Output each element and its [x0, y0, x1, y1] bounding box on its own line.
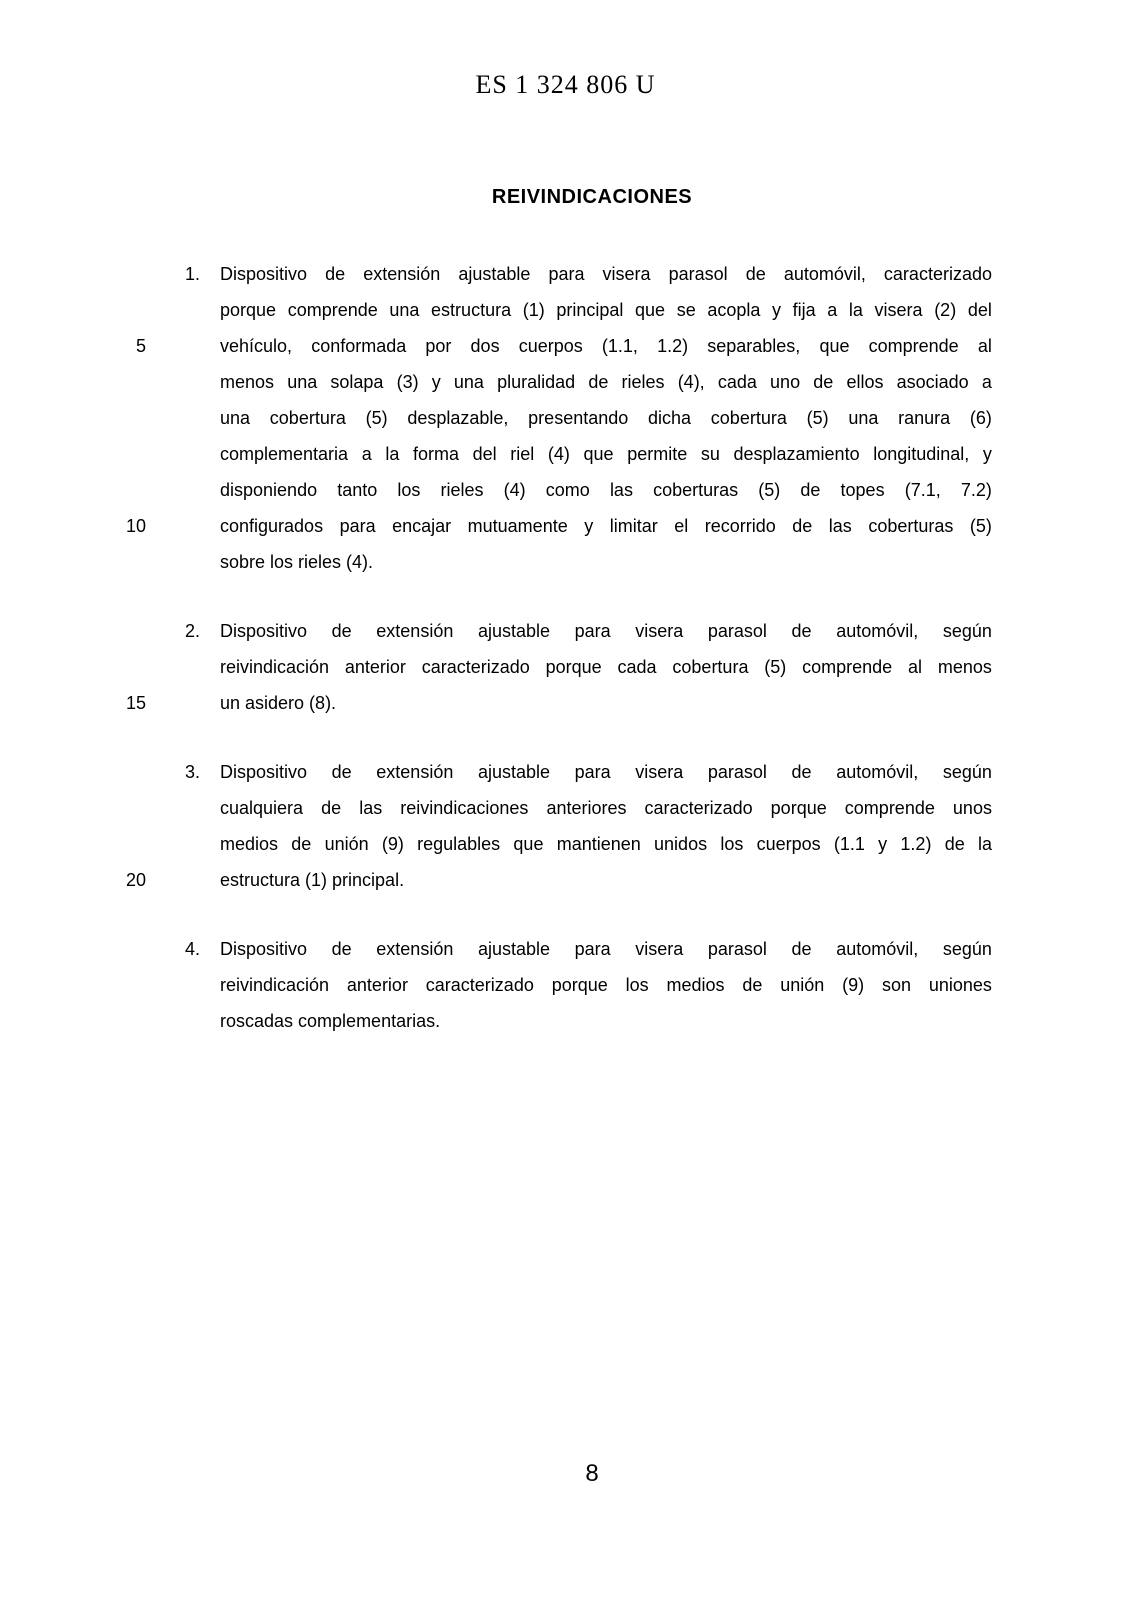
word: regulables [417, 834, 501, 854]
claim-number: 4. [185, 939, 201, 959]
word: y [431, 372, 441, 392]
word: extensión [376, 762, 454, 782]
word: de [588, 372, 609, 392]
word: parasol [707, 621, 767, 641]
word: de [291, 834, 312, 854]
word: según [942, 621, 992, 641]
word: de [325, 264, 346, 284]
word: para [548, 264, 585, 284]
claim-number: 3. [185, 762, 201, 782]
word: de [331, 762, 352, 782]
word: coberturas [868, 516, 954, 536]
word: acopla [707, 300, 761, 320]
claim-1 [125, 256, 992, 580]
word: del [967, 300, 992, 320]
word: que [819, 336, 850, 356]
word: reivindicación [220, 975, 330, 995]
margin-line-number: 5 [135, 336, 146, 356]
word: cuerpos [756, 834, 821, 854]
word: 1.2) [900, 834, 932, 854]
word: (2) [934, 300, 957, 320]
line-text: sobre los rieles (4). [220, 552, 374, 572]
word: reivindicaciones [400, 798, 529, 818]
claim-1-line-7 [220, 472, 992, 508]
word: cobertura [710, 408, 787, 428]
claim-2-line-2 [220, 649, 992, 685]
word: de [331, 939, 352, 959]
word: anteriores [546, 798, 627, 818]
word: solapa [330, 372, 384, 392]
word: (5) [806, 408, 829, 428]
claim-1-line-1 [185, 256, 992, 292]
word: los [397, 480, 421, 500]
word: reivindicación [220, 657, 330, 677]
line-text: un asidero (8). [220, 693, 337, 713]
word: comprende [287, 300, 378, 320]
word: rieles [440, 480, 484, 500]
word: una [287, 372, 318, 392]
word: mantienen [556, 834, 641, 854]
word: del [472, 444, 497, 464]
claim-2 [125, 613, 992, 721]
word: por [425, 336, 452, 356]
word: 7.2) [960, 480, 992, 500]
word: dos [470, 336, 500, 356]
word: porque [551, 975, 608, 995]
claim-1-line-9 [220, 544, 992, 580]
word: limitar [609, 516, 658, 536]
claim-1-line-4 [220, 364, 992, 400]
word: conformada [311, 336, 407, 356]
word: parasol [668, 264, 728, 284]
word: (7.1, [904, 480, 941, 500]
word: cobertura [672, 657, 749, 677]
word: riel [510, 444, 535, 464]
word: comprende [802, 657, 893, 677]
claim-3 [125, 754, 992, 898]
word: dicha [648, 408, 692, 428]
claim-number: 1. [185, 264, 201, 284]
word: unos [952, 798, 992, 818]
word: cualquiera [220, 798, 304, 818]
word: las [359, 798, 383, 818]
word: uno [770, 372, 801, 392]
word: cuerpos [518, 336, 583, 356]
word: (3) [396, 372, 419, 392]
word: que [513, 834, 544, 854]
word: ajustable [458, 264, 531, 284]
word: extensión [376, 621, 454, 641]
word: longitudinal, [873, 444, 970, 464]
patent-number-header: ES 1 324 806 U [475, 70, 656, 99]
claim-4-line-1 [185, 931, 992, 967]
word: (5) [365, 408, 388, 428]
word: una [389, 300, 420, 320]
word: la [977, 834, 992, 854]
word: automóvil, [783, 264, 866, 284]
word: anterior [346, 975, 408, 995]
word: Dispositivo [220, 939, 308, 959]
word: caracterizado [421, 657, 530, 677]
claim-4 [185, 931, 992, 1039]
word: el [674, 516, 689, 536]
word: de [321, 798, 342, 818]
word: las [828, 516, 852, 536]
word: porque [545, 657, 602, 677]
claim-1-line-8 [125, 508, 992, 544]
word: y [772, 300, 781, 320]
word: unión [780, 975, 825, 995]
word: ellos [846, 372, 884, 392]
word: como [545, 480, 590, 500]
word: se [676, 300, 696, 320]
margin-line-number: 15 [125, 693, 146, 713]
claim-3-line-2 [220, 790, 992, 826]
word: forma [412, 444, 459, 464]
word: unión [324, 834, 369, 854]
claim-1-line-6 [220, 436, 992, 472]
word: que [635, 300, 666, 320]
word: la [848, 300, 863, 320]
word: anterior [344, 657, 406, 677]
word: visera [635, 762, 684, 782]
word: (4), [677, 372, 705, 392]
word: su [700, 444, 720, 464]
word: separables, [707, 336, 801, 356]
word: cada [717, 372, 757, 392]
word: complementaria [220, 444, 349, 464]
word: a [981, 372, 992, 392]
word: caracterizado [883, 264, 992, 284]
word: menos [937, 657, 992, 677]
word: configurados [220, 516, 324, 536]
word: medios [666, 975, 725, 995]
word: los [625, 975, 649, 995]
claim-2-line-1 [185, 613, 992, 649]
word: visera [635, 939, 684, 959]
word: fija [792, 300, 816, 320]
word: menos [220, 372, 275, 392]
claim-4-line-3 [220, 1003, 992, 1039]
word: y [982, 444, 992, 464]
claim-3-line-4 [125, 862, 992, 898]
word: vehículo, [220, 336, 293, 356]
word: ajustable [477, 939, 551, 959]
claim-3-line-1 [185, 754, 992, 790]
margin-line-number: 10 [125, 516, 146, 536]
word: que [583, 444, 614, 464]
word: pluralidad [497, 372, 576, 392]
word: y [584, 516, 594, 536]
word: topes [840, 480, 885, 500]
word: de [800, 480, 821, 500]
word: unidos [654, 834, 708, 854]
word: cada [617, 657, 657, 677]
word: los [720, 834, 744, 854]
word: (1.1, [601, 336, 638, 356]
line-text: roscadas complementarias. [220, 1011, 441, 1031]
claim-1-line-3 [135, 328, 992, 364]
word: porque [770, 798, 827, 818]
word: las [609, 480, 633, 500]
word: de [813, 372, 834, 392]
word: Dispositivo [220, 621, 308, 641]
word: de [791, 621, 812, 641]
claim-2-line-3 [125, 685, 992, 721]
word: de [331, 621, 352, 641]
word: parasol [707, 762, 767, 782]
word: tanto [337, 480, 378, 500]
word: al [977, 336, 992, 356]
word: 1.2) [657, 336, 689, 356]
word: coberturas [653, 480, 739, 500]
word: parasol [707, 939, 767, 959]
word: una [453, 372, 484, 392]
word: permite [627, 444, 688, 464]
claims-list [125, 256, 992, 1072]
word: porque [220, 300, 277, 320]
word: automóvil, [836, 621, 919, 641]
word: cobertura [269, 408, 346, 428]
word: comprende [868, 336, 959, 356]
word: automóvil, [836, 762, 919, 782]
word: (1.1 [833, 834, 865, 854]
word: (9) [381, 834, 404, 854]
word: una [848, 408, 879, 428]
word: recorrido [704, 516, 776, 536]
margin-line-number: 20 [125, 870, 146, 890]
word: la [385, 444, 400, 464]
word: mutuamente [467, 516, 568, 536]
word: comprende [844, 798, 935, 818]
word: a [361, 444, 372, 464]
word: (9) [842, 975, 865, 995]
word: visera [635, 621, 684, 641]
word: encajar [392, 516, 452, 536]
word: (5) [969, 516, 992, 536]
claim-3-line-3 [220, 826, 992, 862]
claim-4-line-2 [220, 967, 992, 1003]
page-number: 8 [585, 1460, 599, 1487]
word: de [792, 516, 813, 536]
word: (4) [503, 480, 526, 500]
word: una [220, 408, 251, 428]
word: para [574, 621, 611, 641]
word: de [791, 939, 812, 959]
word: a [827, 300, 838, 320]
word: de [791, 762, 812, 782]
word: según [942, 939, 992, 959]
word: (4) [547, 444, 570, 464]
word: uniones [928, 975, 992, 995]
word: visera [874, 300, 923, 320]
word: desplazable, [407, 408, 509, 428]
word: principal [556, 300, 624, 320]
word: para [574, 762, 611, 782]
word: estructura [431, 300, 512, 320]
word: caracterizado [644, 798, 753, 818]
word: disponiendo [220, 480, 318, 500]
word: ajustable [477, 762, 551, 782]
claim-1-line-2 [220, 292, 992, 328]
word: desplazamiento [733, 444, 860, 464]
word: y [878, 834, 888, 854]
word: extensión [363, 264, 441, 284]
word: medios [220, 834, 279, 854]
word: Dispositivo [220, 264, 308, 284]
word: (5) [764, 657, 787, 677]
word: (6) [969, 408, 992, 428]
word: ajustable [477, 621, 551, 641]
word: de [944, 834, 965, 854]
word: Dispositivo [220, 762, 308, 782]
word: al [908, 657, 923, 677]
word: automóvil, [836, 939, 919, 959]
word: extensión [376, 939, 454, 959]
word: rieles [621, 372, 665, 392]
word: según [942, 762, 992, 782]
word: caracterizado [425, 975, 534, 995]
word: presentando [528, 408, 629, 428]
word: para [339, 516, 376, 536]
word: (1) [522, 300, 545, 320]
word: para [574, 939, 611, 959]
word: visera [602, 264, 651, 284]
word: asociado [896, 372, 969, 392]
section-title: REIVINDICACIONES [491, 186, 693, 208]
word: de [742, 975, 763, 995]
claim-1-line-5 [220, 400, 992, 436]
claim-number: 2. [185, 621, 201, 641]
word: de [745, 264, 766, 284]
word: son [881, 975, 911, 995]
word: ranura [898, 408, 951, 428]
line-text: estructura (1) principal. [220, 870, 405, 890]
word: (5) [758, 480, 781, 500]
